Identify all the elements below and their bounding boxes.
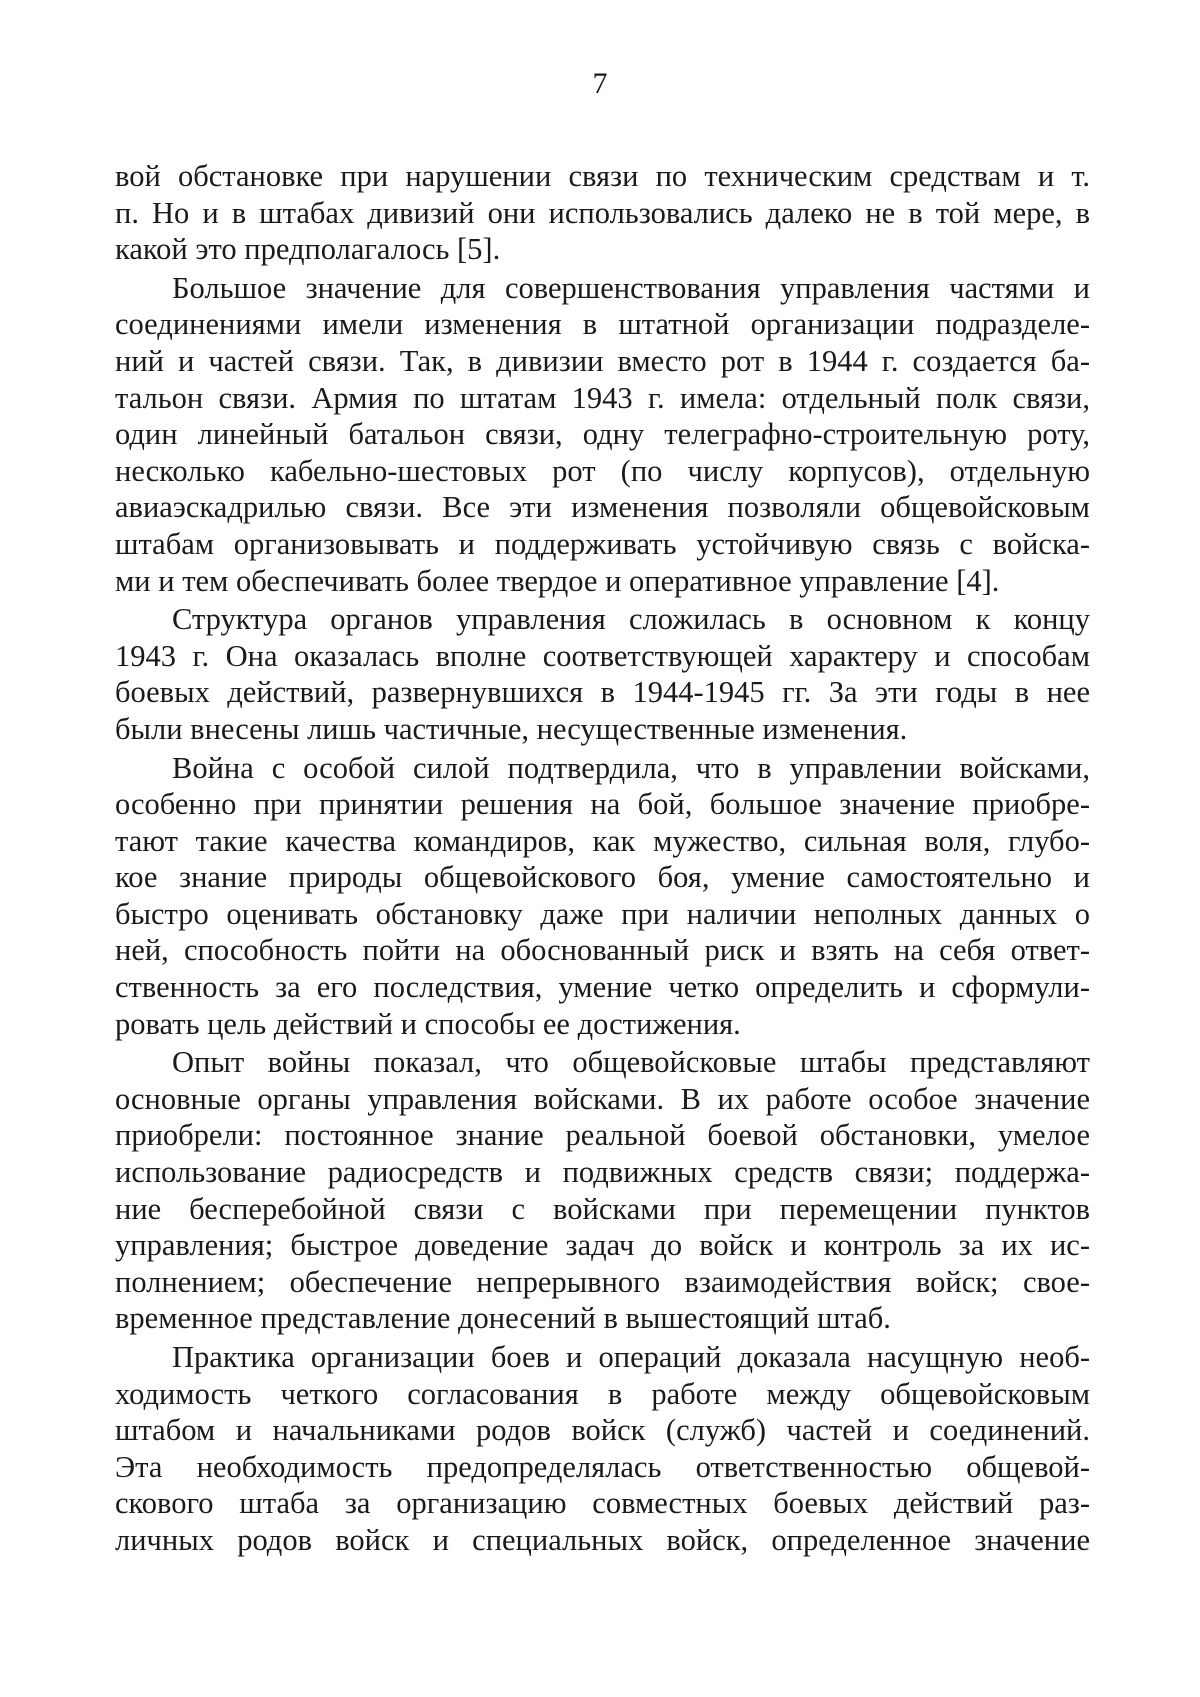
text-line: Эта необходимость предопределялась ответственностью общевой- [115,1449,1090,1484]
text-line: использование радиосредств и подвижных средств связи; поддержа- [115,1155,1090,1190]
text-line: ходимость четкого согласования в работе между общевойсковым [115,1376,1090,1411]
page-number: 7 [592,67,608,100]
text-line: ний и частей связи. Так, в дивизии вместо рот в 1944 г. создается ба- [115,343,1090,378]
text-line: основные органы управления войсками. В их работе особое значение [115,1081,1090,1116]
text-line: полнением; обеспечение непрерывного взаимодействия войск; свое- [115,1264,1090,1299]
text-line: один линейный батальон связи, одну телеграфно-строительную роту, [115,417,1090,452]
text-line: приобрели: постоянное знание реальной боевой обстановки, умелое [115,1118,1090,1153]
paragraph [115,158,1090,268]
paragraph [115,601,1090,747]
text-body [115,158,1090,1561]
text-line: временное представление донесений в вышестоящий штаб. [115,1301,891,1336]
text-line: тальон связи. Армия по штатам 1943 г. имела: отдельный полк связи, [115,380,1090,415]
text-line: Война с особой силой подтвердила, что в управлении войсками, [172,750,1090,785]
paragraph [115,270,1090,599]
text-line: несколько кабельно-шестовых рот (по числу корпусов), отдельную [115,453,1090,488]
text-line: ровать цель действий и способы ее достижения. [115,1006,741,1041]
text-line: авиаэскадрилью связи. Все эти изменения позволяли общевойсковым [115,490,1090,525]
text-line: управления; быстрое доведение задач до войск и контроль за их ис- [115,1228,1090,1263]
text-line: Практика организации боев и операций доказала насущную необ- [172,1340,1090,1374]
text-line: штабам организовывать и поддерживать устойчивую связь с войска- [115,526,1090,561]
text-line: кое знание природы общевойскового боя, умение самостоятельно и [115,860,1090,895]
paragraph [115,750,1090,1043]
text-line: тают такие качества командиров, как мужество, сильная воля, глубо- [115,823,1090,858]
text-line: соединениями имели изменения в штатной организации подразделе- [115,307,1090,342]
paragraph [115,1339,1090,1559]
text-line: быстро оценивать обстановку даже при наличии неполных данных о [115,896,1090,931]
text-line: особенно при принятии решения на бой, большое значение приобре- [115,787,1090,822]
text-line: Структура органов управления сложилась в основном к концу [172,602,1090,637]
text-line: были внесены лишь частичные, несущественные изменения. [115,711,908,746]
text-line: ние бесперебойной связи с войсками при перемещении пунктов [115,1191,1090,1226]
text-line: Большое значение для совершенствования управления частями и [172,270,1090,305]
text-line: ней, способность пойти на обоснованный риск и взять на себя ответ- [115,933,1090,968]
text-line: боевых действий, развернувшихся в 1944-1945 гг. За эти годы в нее [115,675,1090,710]
text-line: какой это предполагалось [5]. [115,232,501,267]
text-line: штабом и начальниками родов войск (служб) частей и соединений. [115,1413,1090,1448]
text-line: ми и тем обеспечивать более твердое и оперативное управление [4]. [115,563,1000,598]
text-line: ственность за его последствия, умение четко определить и сформули- [115,970,1090,1005]
text-line: Опыт войны показал, что общевойсковые штабы представляют [172,1045,1090,1080]
paragraph [115,1044,1090,1337]
text-line: п. Но и в штабах дивизий они использовались далеко не в той мере, в [115,195,1090,230]
text-line: скового штаба за организацию совместных боевых действий раз- [115,1486,1090,1521]
text-line: 1943 г. Она оказалась вполне соответствующей характеру и способам [115,638,1090,673]
text-line: личных родов войск и специальных войск, определенное значение [115,1522,1090,1557]
text-line: вой обстановке при нарушении связи по техническим средствам и т. [115,159,1090,193]
